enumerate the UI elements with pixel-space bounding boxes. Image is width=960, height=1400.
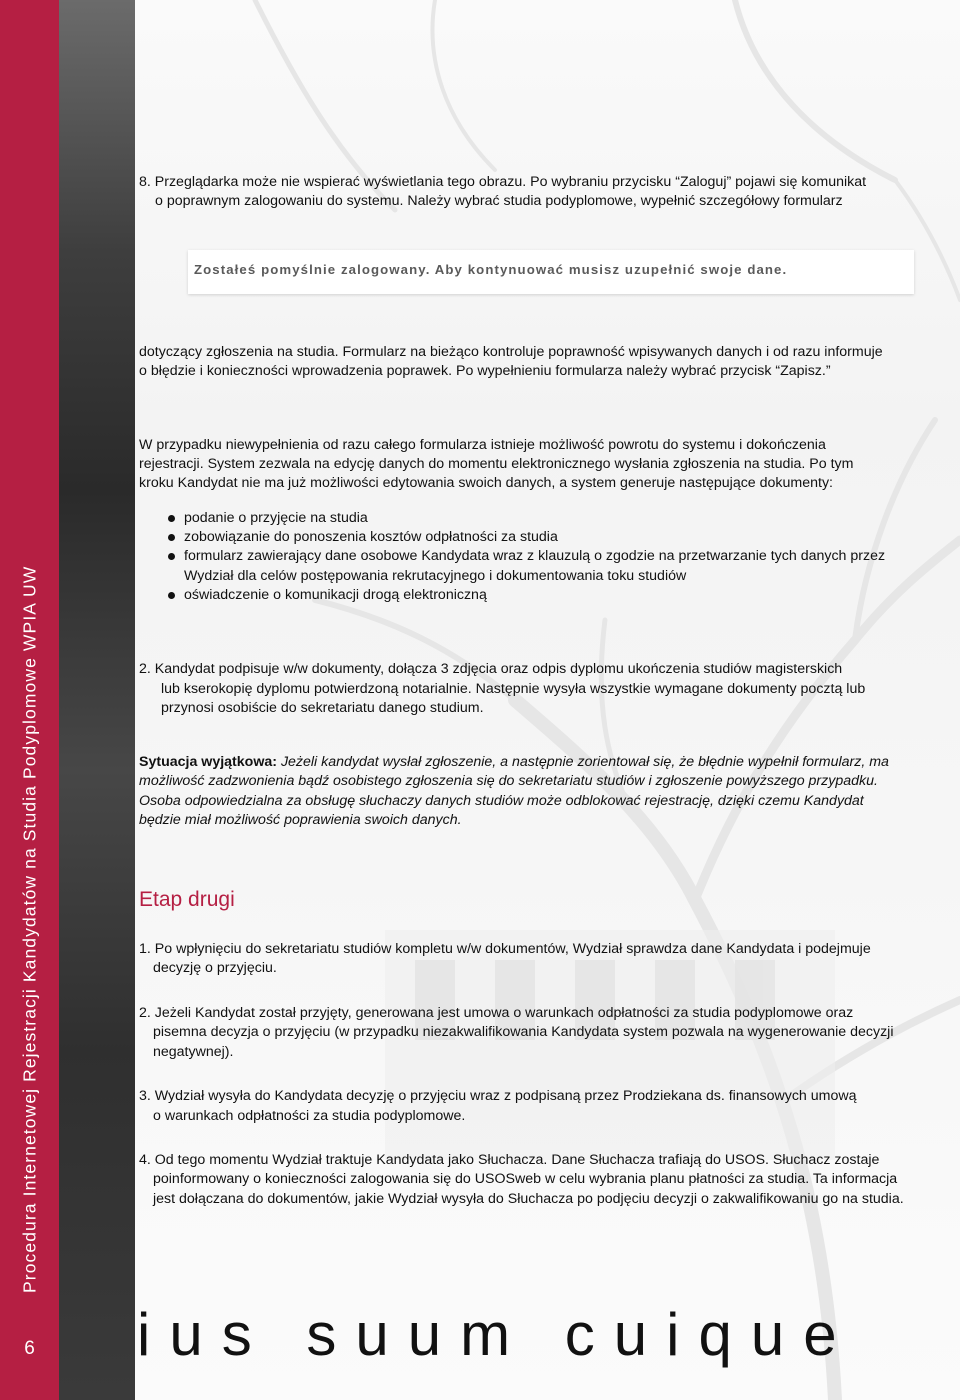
stage-2-item-2-line-3: negatywnej). (153, 1044, 234, 1060)
exception-text-4: będzie miał możliwość poprawienia swoich danych. (139, 812, 462, 828)
exception-label: Sytuacja wyjątkowa: (139, 754, 277, 770)
list-item: zobowiązanie do ponoszenia kosztów odpłatności za studia (162, 528, 912, 547)
generated-documents-list (162, 509, 912, 605)
stage-2-item-4-line-2: poinformowany o konieczności zalogowania się do USOSweb w celu wybrania planu płatności za studia. Ta informacja (153, 1171, 898, 1187)
page-number: 6 (24, 1338, 35, 1359)
list-item: oświadczenie o komunikacji drogą elektroniczną (162, 586, 912, 605)
form-info-line-1: dotyczący zgłoszenia na studia. Formularz na bieżąco kontroluje poprawność wpisywanych danych i od razu informuje (139, 344, 883, 360)
edit-info-line-1: W przypadku niewypełnienia od razu całego formularza istnieje możliwość powrotu do systemu i dokończenia (139, 437, 826, 453)
exception-text-2: możliwość zadzwonienia bądź osobistego zgłoszenia się do sekretariatu studiów i zgłoszenie powyższego przypadku. (139, 773, 878, 789)
stage-2-item-1-line-2: decyzję o przyjęciu. (153, 960, 277, 976)
item-8-line-2: o poprawnym zalogowaniu do systemu. Należy wybrać studia podyplomowe, wypełnić szczegółowy formularz (155, 193, 843, 209)
login-success-screenshot (188, 250, 914, 294)
form-info-line-2: o błędzie i konieczności wprowadzenia poprawek. Po wypełnieniu formularza należy wybrać przycisk “Zapisz.” (139, 363, 831, 379)
exception-text-3: Osoba odpowiedzialna za obsługę słuchaczy danych studiów może odblokować rejestrację, dzięki czemu Kandydat (139, 793, 864, 809)
stage-2-item-2-line-1: 2. Jeżeli Kandydat został przyjęty, generowana jest umowa o warunkach odpłatności za studia podyplomowe oraz (139, 1005, 854, 1021)
exception-line-1 (139, 753, 889, 772)
edit-info-line-2: rejestracji. System zezwala na edycję danych do momentu elektronicznego wysłania zgłoszenia na studia. Po tym (139, 456, 854, 472)
edit-info-line-3: kroku Kandydat nie ma już możliwości edytowania swoich danych, a system generuje następujące dokumenty: (139, 475, 833, 491)
item-8-line-1: 8. Przeglądarka może nie wspierać wyświetlania tego obrazu. Po wybraniu przycisku “Zaloguj” pojawi się komunikat (139, 174, 867, 190)
stage-2-item-4-line-1: 4. Od tego momentu Wydział traktuje Kandydata jako Słuchacza. Dane Słuchacza trafiają do USOS. Słuchacz zostaje (139, 1152, 880, 1168)
stage-2-item-2-line-2: pisemna decyzja o przyjęciu (w przypadku niezakwalifikowania Kandydata system pozwala na wygenerowanie decyzji (153, 1024, 894, 1040)
exception-text-1: Jeżeli kandydat wysłał zgłoszenie, a następnie zorientował się, że błędnie wypełnił formularz, ma (277, 754, 889, 770)
stage-2-item-1-line-1: 1. Po wpłynięciu do sekretariatu studiów kompletu w/w dokumentów, Wydział sprawdza dane Kandydata i podejmuje (139, 941, 871, 957)
item-2-line-1: 2. Kandydat podpisuje w/w dokumenty, dołącza 3 zdjęcia oraz odpis dyplomu ukończenia studiów magisterskich (139, 661, 843, 677)
item-2-line-3: przynosi osobiście do sekretariatu danego studium. (161, 700, 484, 716)
exception-line-4 (139, 811, 462, 830)
stage-two-heading: Etap drugi (139, 888, 235, 911)
exception-line-2 (139, 772, 878, 791)
stage-2-item-3-line-2: o warunkach odpłatności za studia podyplomowe. (153, 1108, 466, 1124)
list-item: formularz zawierający dane osobowe Kandydata wraz z klauzulą o zgodzie na przetwarzanie tych danych przez Wydział dla celów postępowania rekrutacyjnego i dokumentowania toku studiów (162, 547, 912, 585)
motto: ius suum cuique (137, 1301, 856, 1368)
login-success-message: Zostałeś pomyślnie zalogowany. Aby kontynuować musisz uzupełnić swoje dane. (194, 262, 788, 277)
list-item: podanie o przyjęcie na studia (162, 509, 912, 528)
item-2-line-2: lub kserokopię dyplomu potwierdzoną notarialnie. Następnie wysyła wszystkie wymagane dokumenty pocztą lub (161, 681, 866, 697)
sidebar-title: Procedura Internetowej Rejestracji Kandydatów na Studia Podyplomowe WPIA UW (19, 565, 40, 1293)
stage-2-item-4-line-3: jest dołączana do dokumentów, jakie Wydział wysyła do Słuchacza po podjęciu decyzji o zakwalifikowaniu go na studia. (153, 1191, 904, 1207)
exception-line-3 (139, 792, 864, 811)
stage-2-item-3-line-1: 3. Wydział wysyła do Kandydata decyzję o przyjęciu wraz z podpisaną przez Prodziekana ds. finansowych umową (139, 1088, 857, 1104)
